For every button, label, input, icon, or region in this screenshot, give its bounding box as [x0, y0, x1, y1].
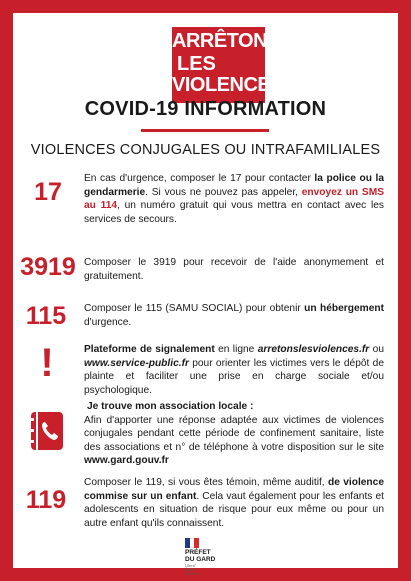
info-text: Plateforme de signalement en ligne arretonslesviolences.fr ou www.service-public.fr pour orienter les victimes vers le dépôt de plainte et faciliter une prise en charge sociale et/ou psychologique.	[84, 344, 384, 396]
address-book-phone-icon	[31, 412, 63, 450]
exclamation-icon: !	[40, 341, 54, 385]
emergency-number: 119	[25, 486, 67, 514]
info-text: Je trouve mon association locale : Afin d'apporter une réponse adaptée aux victimes de violences conjugales pendant cette période de confinement sanitaire, liste des associations et n° de téléphone à votre disposition sur le site www.gard.gouv.fr	[84, 401, 384, 466]
arretons-les-violences-logo: ARRÊTONS LES VIOLENCES	[172, 27, 265, 103]
page-subtitle: VIOLENCES CONJUGALES OU INTRAFAMILIALES	[30, 142, 381, 158]
emergency-number: 115	[25, 302, 67, 330]
info-text: Composer le 3919 pour recevoir de l'aide anonymement et gratuitement.	[84, 257, 384, 282]
french-flag-icon	[185, 538, 199, 548]
title-divider	[141, 129, 269, 132]
poster-sheet	[13, 13, 398, 576]
page-title: COVID-19 INFORMATION	[84, 98, 327, 120]
info-text: Composer le 119, si vous êtes témoin, même auditif, de violence commise sur un enfant. Cela vaut également pour les enfants et adolescents en situation de risque pour eux même ou pour un autre enfant qu'ils connaissent.	[84, 477, 384, 529]
emergency-number: 3919	[20, 253, 76, 281]
info-text: En cas d'urgence, composer le 17 pour contacter la police ou la gendarmerie. Si vous ne pouvez pas appeler, envoyez un SMS au 114, un numéro gratuit qui vous mettra en contact avec les services de secours.	[84, 173, 385, 225]
prefet-du-gard-logo: PRÉFET DU GARD Liberté Égalité Fraternité	[174, 536, 238, 576]
info-text: Composer le 115 (SAMU SOCIAL) pour obtenir un hébergement d'urgence.	[84, 303, 384, 328]
emergency-number: 17	[34, 178, 62, 206]
